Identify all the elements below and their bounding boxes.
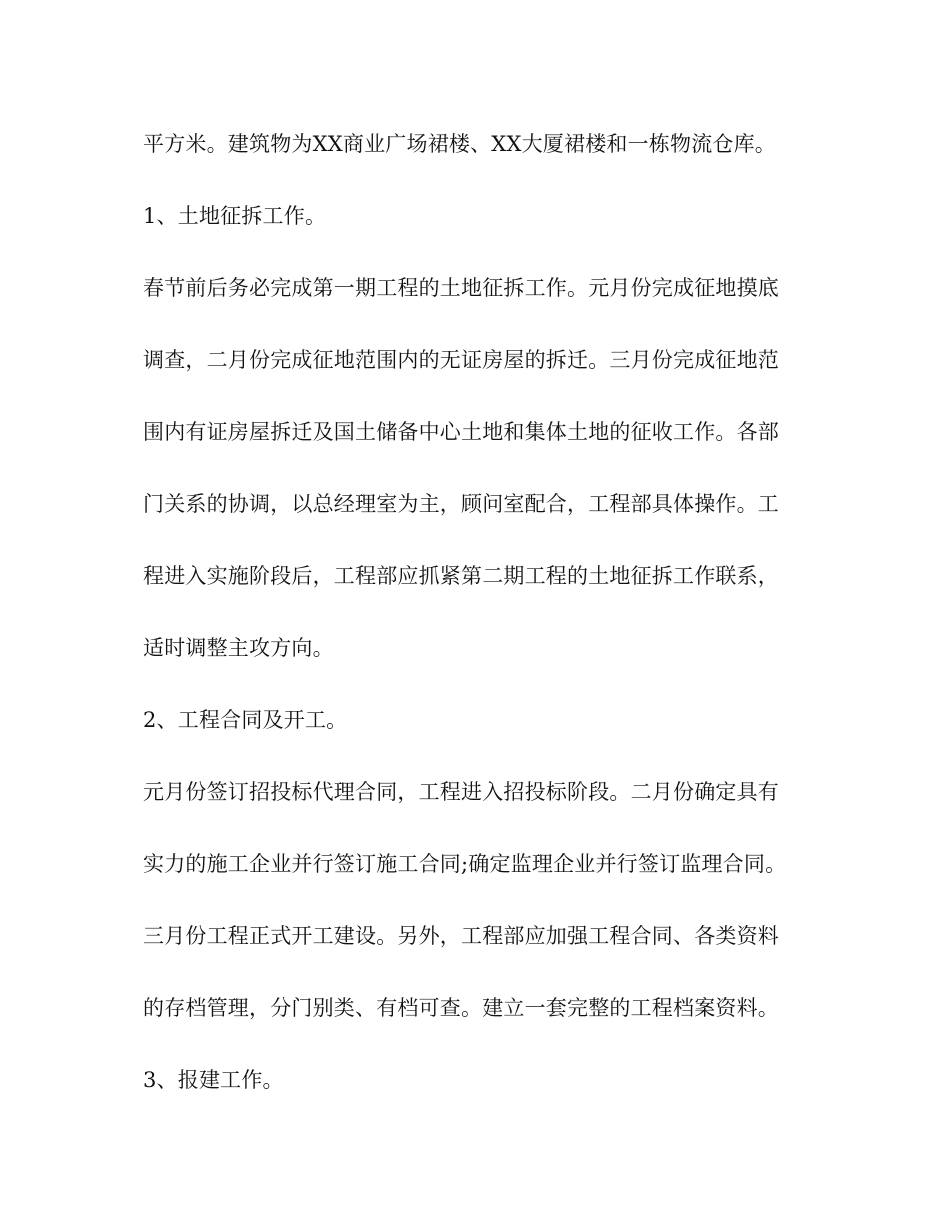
text-line: 的存档管理，分门别类、有档可查。建立一套完整的工程档案资料。 bbox=[143, 996, 779, 1020]
text-line: 春节前后务必完成第一期工程的土地征拆工作。元月份完成征地摸底 bbox=[143, 276, 779, 300]
text-line: 元月份签订招投标代理合同，工程进入招投标阶段。二月份确定具有 bbox=[143, 780, 779, 804]
text-line: 实力的施工企业并行签订施工合同;确定监理企业并行签订监理合同。 bbox=[143, 852, 787, 876]
section-heading-land: 1、土地征拆工作。 bbox=[143, 204, 327, 228]
section-heading-contract: 2、工程合同及开工。 bbox=[143, 708, 348, 732]
text-line: 平方米。建筑物为XX商业广场裙楼、XX大厦裙楼和一栋物流仓库。 bbox=[143, 132, 776, 156]
text-line: 三月份工程正式开工建设。另外，工程部应加强工程合同、各类资料 bbox=[143, 924, 779, 948]
text-line: 围内有证房屋拆迁及国土储备中心土地和集体土地的征收工作。各部 bbox=[143, 420, 779, 444]
text-line: 门关系的协调，以总经理室为主，顾问室配合，工程部具体操作。工 bbox=[143, 492, 779, 516]
text-line: 程进入实施阶段后，工程部应抓紧第二期工程的土地征拆工作联系， bbox=[143, 564, 779, 588]
text-line: 适时调整主攻方向。 bbox=[143, 636, 334, 660]
section-heading-registration: 3、报建工作。 bbox=[143, 1068, 284, 1092]
text-line: 调查，二月份完成征地范围内的无证房屋的拆迁。三月份完成征地范 bbox=[143, 348, 779, 372]
